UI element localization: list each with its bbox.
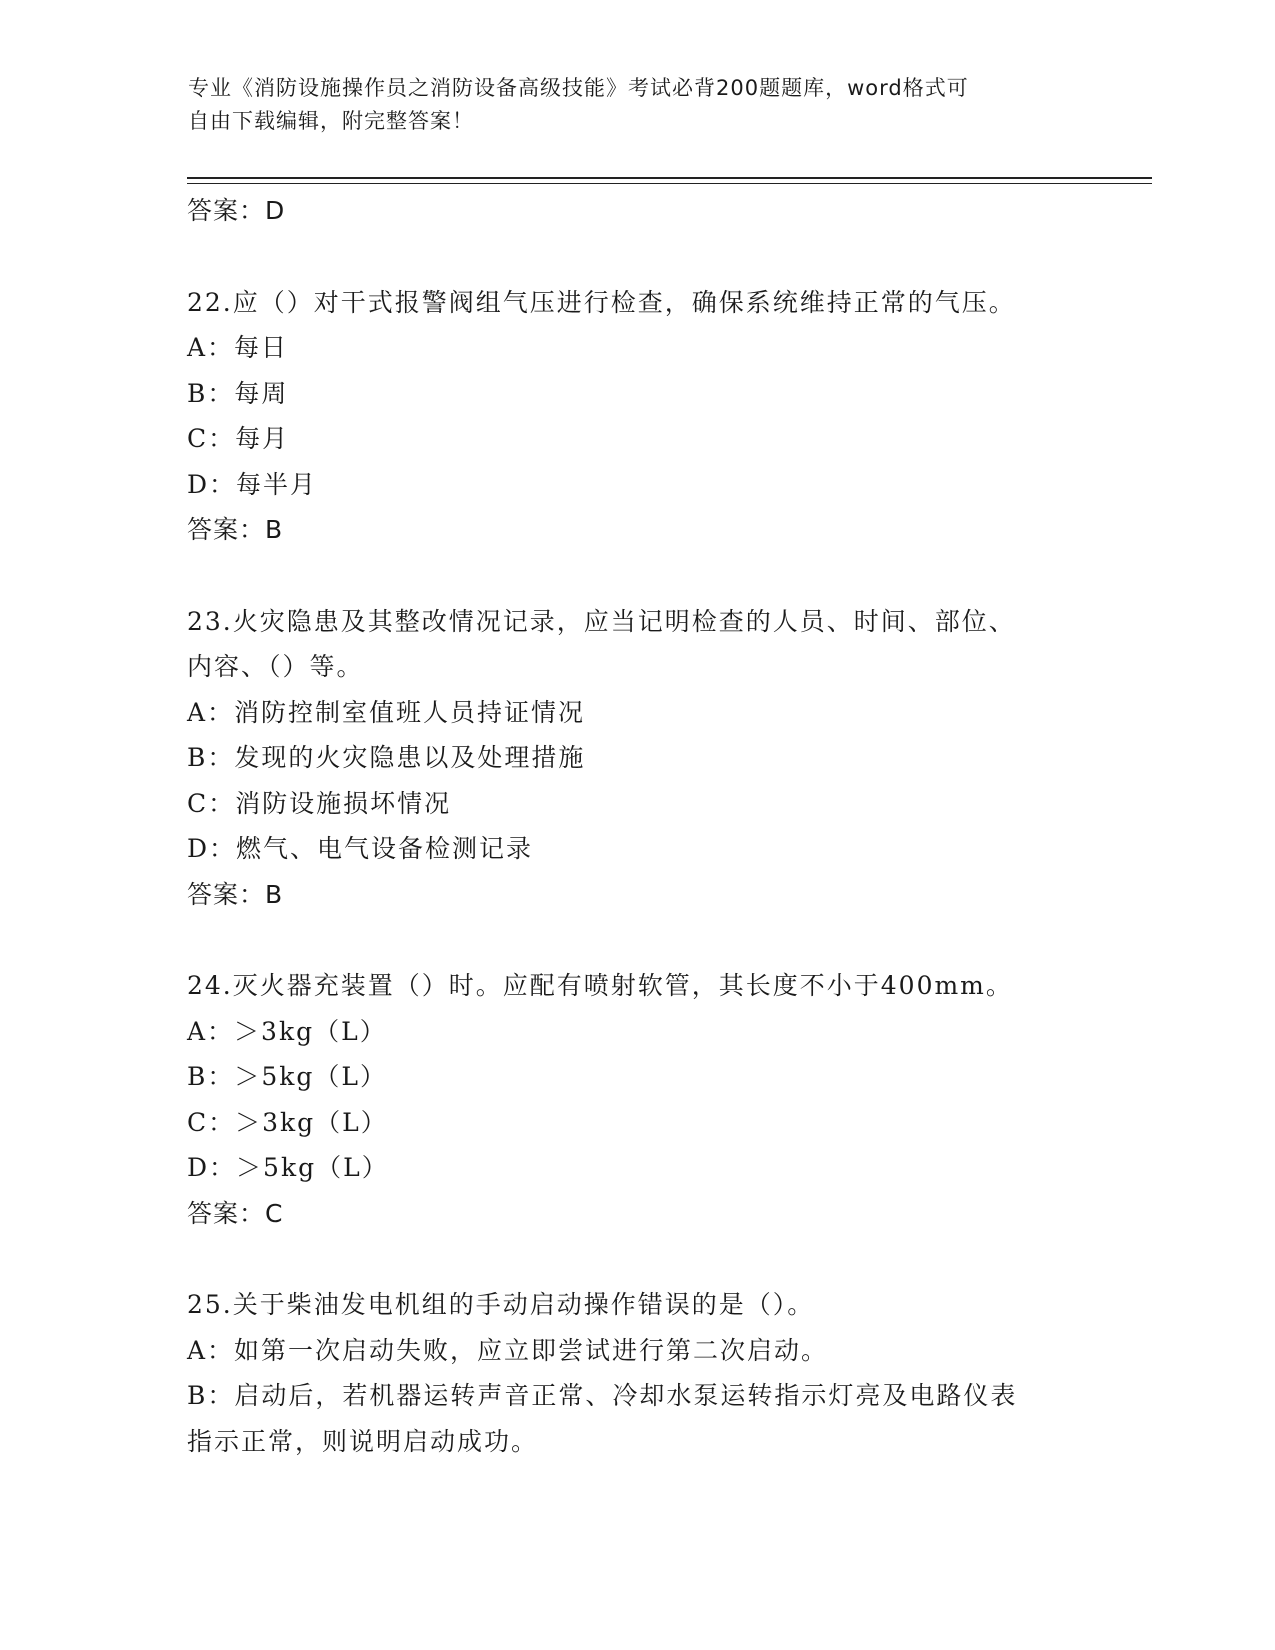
option-b: B：每周 (187, 378, 289, 408)
option-b-continued: 指示正常，则说明启动成功。 (187, 1426, 539, 1456)
option-d: D：燃气、电气设备检测记录 (187, 834, 534, 863)
question-block (187, 280, 1147, 553)
option-a: A：＞3kg（L） (187, 1016, 387, 1046)
question-stem: 25.关于柴油发电机组的手动启动操作错误的是（）。 (187, 1290, 815, 1319)
option-c: C：每月 (187, 424, 290, 453)
option-a: A：如第一次启动失败，应立即尝试进行第二次启动。 (187, 1335, 829, 1365)
answer-label: 答案：D (187, 196, 286, 225)
spacer (187, 1236, 1147, 1282)
question-block (187, 963, 1147, 1236)
spacer (187, 234, 1147, 280)
option-a: A：每日 (187, 333, 289, 362)
header-line-2: 自由下载编辑，附完整答案！ (188, 109, 474, 133)
option-a: A：消防控制室值班人员持证情况 (187, 697, 586, 727)
header-divider-thick (187, 177, 1152, 179)
spacer (187, 917, 1147, 963)
document-body (187, 188, 1147, 1464)
option-b: B：＞5kg（L） (187, 1062, 388, 1091)
answer-label: 答案：B (187, 515, 284, 544)
option-b: B：发现的火灾隐患以及处理措施 (187, 743, 586, 772)
question-block (187, 599, 1147, 918)
header-line-1: 专业《消防设施操作员之消防设备高级技能》考试必背200题题库，word格式可 (188, 76, 969, 100)
header-divider-thin (187, 183, 1152, 184)
option-c: C：＞3kg（L） (187, 1107, 388, 1137)
answer-label: 答案：B (187, 879, 284, 909)
question-block (187, 1282, 1147, 1464)
question-stem-continued: 内容、（）等。 (187, 652, 364, 681)
question-stem: 23.火灾隐患及其整改情况记录，应当记明检查的人员、时间、部位、 (187, 606, 1016, 636)
option-d: D：每半月 (187, 469, 318, 499)
answer-label: 答案：C (187, 1198, 284, 1228)
option-b: B：启动后，若机器运转声音正常、冷却水泵运转指示灯亮及电路仪表 (187, 1381, 1018, 1410)
question-stem: 24.灭火器充装置（）时。应配有喷射软管，其长度不小于400mm。 (187, 971, 1013, 1000)
spacer (187, 553, 1147, 599)
document-header (188, 72, 1088, 138)
option-d: D：＞5kg（L） (187, 1153, 389, 1182)
option-c: C：消防设施损坏情况 (187, 788, 452, 818)
question-stem: 22.应（）对干式报警阀组气压进行检查，确保系统维持正常的气压。 (187, 287, 1016, 317)
